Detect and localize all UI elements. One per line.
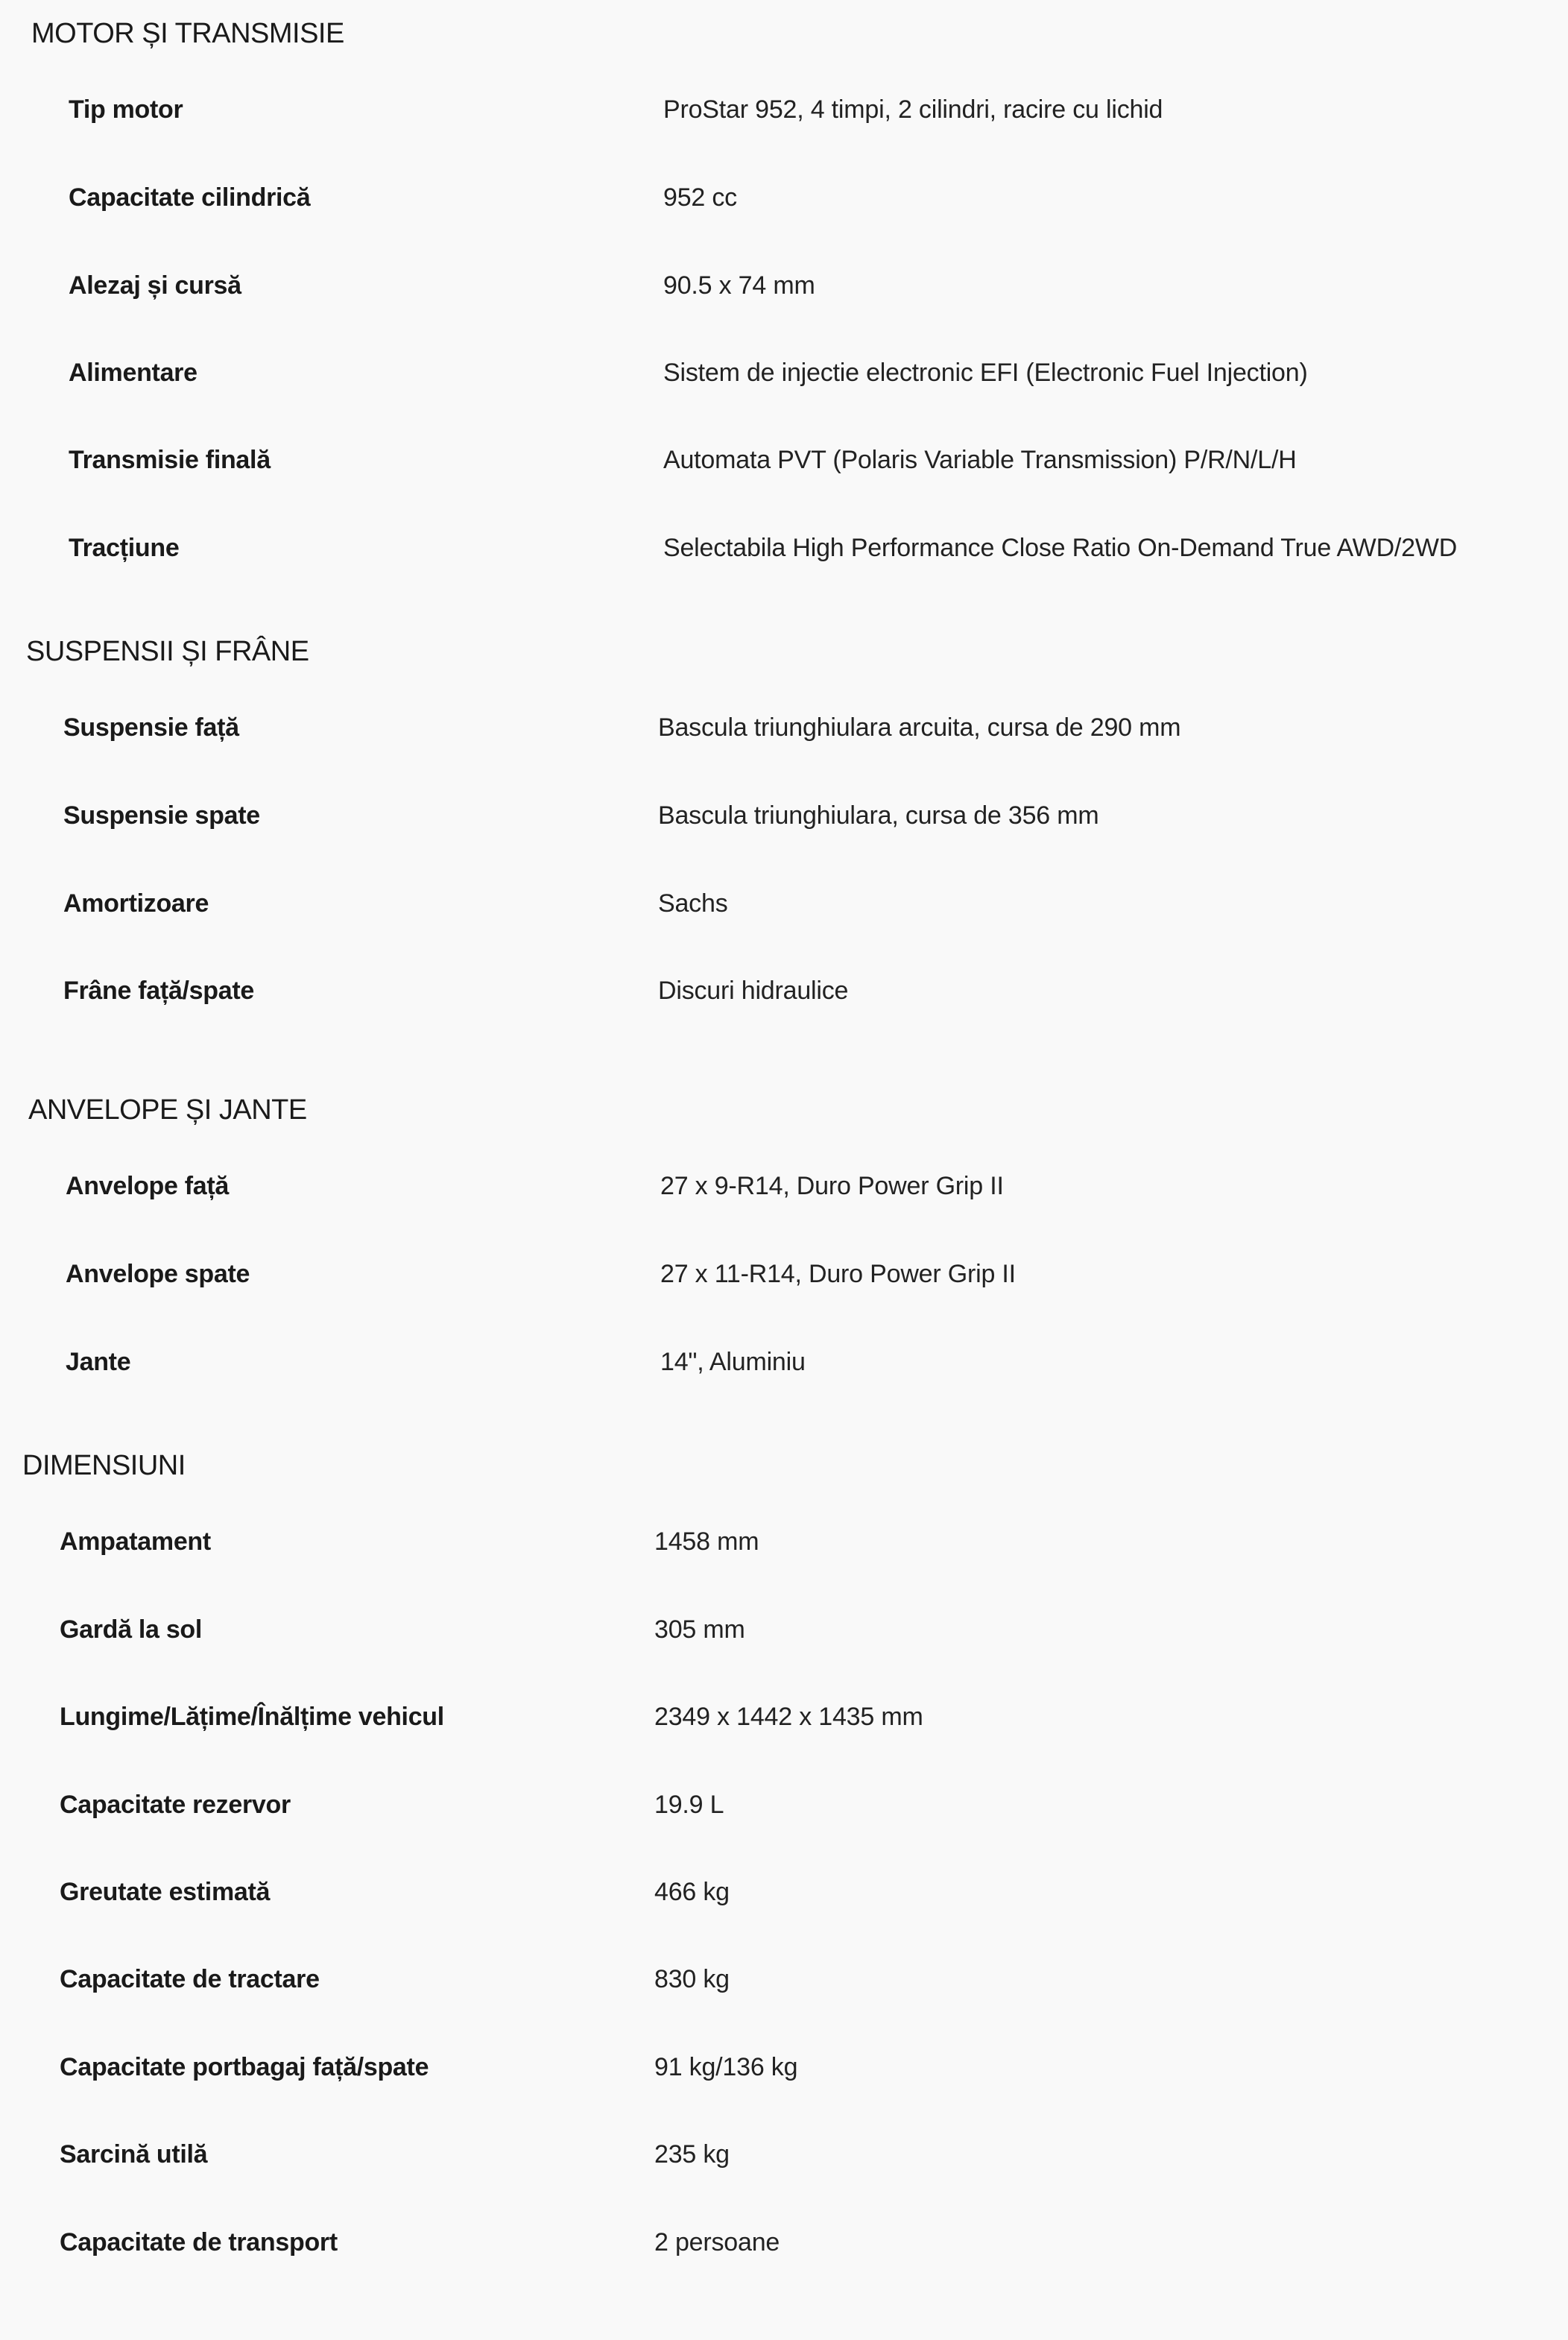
spec-row — [0, 1792, 1568, 1837]
spec-label: Capacitate de transport — [60, 2228, 338, 2257]
spec-label: Capacitate de tractare — [60, 1965, 320, 1993]
spec-value: 952 cc — [663, 183, 737, 212]
spec-row — [0, 1617, 1568, 1662]
spec-row — [0, 447, 1568, 492]
spec-label: Sarcină utilă — [60, 2140, 208, 2169]
spec-label: Frâne față/spate — [63, 977, 254, 1005]
spec-row — [0, 97, 1568, 142]
section-title: SUSPENSII ȘI FRÂNE — [26, 636, 309, 667]
spec-label: Amortizoare — [63, 889, 209, 918]
spec-label: Gardă la sol — [60, 1615, 203, 1644]
spec-value: 235 kg — [654, 2140, 730, 2169]
spec-value: 1458 mm — [654, 1527, 759, 1556]
spec-row — [0, 1349, 1568, 1394]
spec-value: 19.9 L — [654, 1791, 724, 1819]
spec-label: Anvelope față — [66, 1172, 230, 1200]
spec-row — [0, 2142, 1568, 2186]
spec-row — [0, 2054, 1568, 2099]
spec-value: 2349 x 1442 x 1435 mm — [654, 1703, 923, 1731]
spec-value: ProStar 952, 4 timpi, 2 cilindri, racire cu lichid — [663, 95, 1163, 124]
spec-value: 27 x 11-R14, Duro Power Grip II — [660, 1260, 1016, 1288]
spec-row — [0, 1173, 1568, 1218]
spec-label: Tip motor — [69, 95, 183, 124]
spec-value: Sachs — [658, 889, 728, 918]
spec-row — [0, 185, 1568, 230]
spec-value: 90.5 x 74 mm — [663, 271, 815, 300]
section-title: DIMENSIUNI — [22, 1450, 186, 1481]
spec-row — [0, 803, 1568, 848]
spec-row — [0, 273, 1568, 318]
spec-row — [0, 715, 1568, 760]
spec-label: Suspensie spate — [63, 801, 260, 830]
section-title: ANVELOPE ȘI JANTE — [28, 1094, 307, 1126]
spec-label: Capacitate portbagaj față/spate — [60, 2053, 429, 2081]
spec-label: Lungime/Lățime/Înălțime vehicul — [60, 1703, 444, 1731]
spec-label: Greutate estimată — [60, 1878, 271, 1906]
spec-label: Transmisie finală — [69, 446, 271, 474]
spec-label: Ampatament — [60, 1527, 211, 1556]
section-title: MOTOR ȘI TRANSMISIE — [31, 18, 344, 49]
spec-value: 830 kg — [654, 1965, 730, 1993]
spec-value: Sistem de injectie electronic EFI (Electronic Fuel Injection) — [663, 359, 1308, 387]
spec-row — [0, 978, 1568, 1023]
spec-row — [0, 2230, 1568, 2274]
spec-label: Alimentare — [69, 359, 197, 387]
spec-row — [0, 535, 1568, 580]
spec-value: 466 kg — [654, 1878, 730, 1906]
spec-label: Jante — [66, 1348, 131, 1376]
spec-label: Capacitate cilindrică — [69, 183, 311, 212]
spec-value: 2 persoane — [654, 2228, 780, 2257]
spec-value: Bascula triunghiulara arcuita, cursa de 290 mm — [658, 713, 1181, 742]
spec-row — [0, 1879, 1568, 1924]
spec-value: 27 x 9-R14, Duro Power Grip II — [660, 1172, 1004, 1200]
spec-row — [0, 1261, 1568, 1306]
spec-value: Selectabila High Performance Close Ratio On-Demand True AWD/2WD — [663, 534, 1458, 562]
spec-row — [0, 360, 1568, 405]
spec-row — [0, 1704, 1568, 1749]
spec-value: 91 kg/136 kg — [654, 2053, 798, 2081]
spec-label: Suspensie față — [63, 713, 239, 742]
spec-row — [0, 1529, 1568, 1574]
spec-value: 14", Aluminiu — [660, 1348, 806, 1376]
spec-value: Bascula triunghiulara, cursa de 356 mm — [658, 801, 1099, 830]
spec-row — [0, 891, 1568, 936]
spec-value: Discuri hidraulice — [658, 977, 849, 1005]
spec-label: Capacitate rezervor — [60, 1791, 291, 1819]
spec-label: Tracțiune — [69, 534, 180, 562]
spec-value: Automata PVT (Polaris Variable Transmission) P/R/N/L/H — [663, 446, 1297, 474]
spec-value: 305 mm — [654, 1615, 745, 1644]
spec-row — [0, 1967, 1568, 2011]
spec-label: Alezaj și cursă — [69, 271, 241, 300]
spec-label: Anvelope spate — [66, 1260, 250, 1288]
